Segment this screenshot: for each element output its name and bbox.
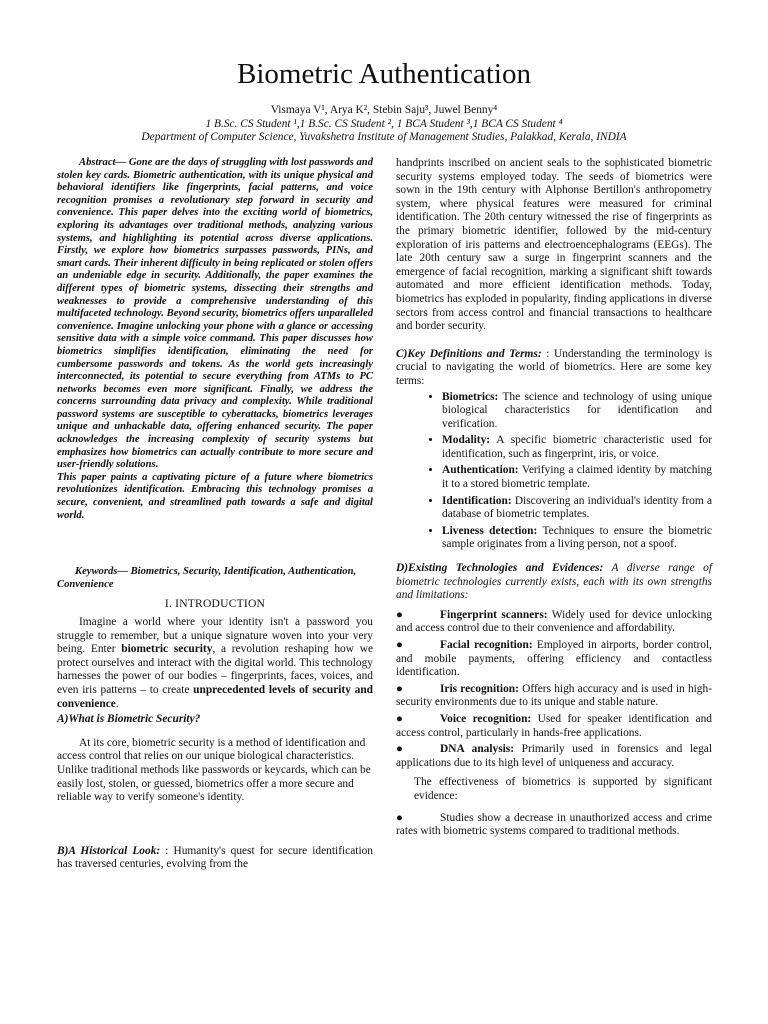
intro-bold-a: biometric security: [121, 643, 213, 656]
intro-text-c: , a revolution reshaping how we protect ourselves and interact with the digital world. This technology harnesses the power of our bodies – fingerprints, faces, voices, and even iris patterns – to create: [57, 643, 373, 696]
keywords: Keywords— Biometrics, Security, Identification, Authentication, Convenience: [57, 566, 357, 590]
list-item: • Liveness detection: Techniques to ensure the biometric sample originates from a living person, not a spoof.: [442, 525, 712, 552]
biometric-security-paragraph: At its core, biometric security is a method of identification and access control that relies on our unique biological characteristics. Unlike traditional methods like passwords or keycards, which can be easily lost, stolen, or guessed, biometrics offer a more secure and reliable way to verify someone's identity.: [57, 736, 371, 804]
bullet-icon: ●: [396, 811, 403, 824]
bullet-icon: ●: [396, 743, 403, 756]
left-column: [57, 157, 373, 872]
intro-text-a: Imagine a world where your identity isn't a password you struggle to remember, but a unique signature woven into your very being. Enter: [57, 616, 373, 656]
key-definitions-intro: [396, 348, 712, 389]
paper-title: Biometric Authentication: [237, 58, 531, 90]
intro-text-e: .: [115, 697, 119, 710]
list-item: ● Fingerprint scanners: Widely used for device unlocking and access control due to their convenience and affordability.: [396, 608, 712, 635]
author-names: Vismaya V¹, Arya K², Stebin Saju³, Juwel Benny⁴: [270, 104, 498, 116]
author-department: Department of Computer Science, Yuvakshetra Institute of Management Studies, Palakkad, Kerala, INDIA: [141, 131, 627, 143]
list-item: ● Voice recognition: Used for speaker identification and access control, particularly in hands-free applications.: [396, 712, 712, 739]
list-item: ● DNA analysis: Primarily used in forensics and legal applications due to its high level of uniqueness and accuracy.: [396, 743, 712, 769]
key-terms-list: [396, 391, 712, 553]
subsection-a-heading: A)What is Biometric Security?: [57, 713, 201, 726]
technologies-list: [396, 609, 712, 771]
list-item: • Modality: A specific biometric characteristic used for identification, such as fingerprint, iris, or voice.: [442, 434, 712, 461]
section-heading-introduction: I. INTRODUCTION: [164, 597, 266, 611]
abstract: Abstract— Gone are the days of struggling with lost passwords and stolen key cards. Biometric authentication, with its unique physical and behavioral identifiers like fingerprints, facial patterns, and voice recognition promises a revolutionary step forward in security and convenience. This paper delves into the exciting world of biometrics, exploring its advantages over traditional methods, analyzing various systems, and highlighting its potential across diverse applications. Firstly, we explore how biometrics surpasses passwords, PINs, and smart cards. Their inherent difficulty in being replicated or stolen offers an undeniable edge in security. Additionally, the paper examines the different types of biometric systems, dissecting their strengths and weaknesses to provide a comprehensive understanding of this multifaceted technology. Beyond security, biometrics offers unparalleled convenience. Imagine unlocking your phone with a glance or accessing sensitive data with a simple voice command. This paper discusses how biometrics simplifies identification, eliminating the need for cumbersome passwords and tokens. As the world gets increasingly interconnected, its potential to secure everything from ATMs to PC networks becomes even more significant. Finally, we address the concerns surrounding data privacy and complexity. While traditional password systems are susceptible to cyberattacks, biometrics leverages unique and unhackable data, offering enhanced security. The paper acknowledges the increasing complexity of security systems but emphasizes how biometrics can actually contribute to more secure and user-friendly solutions.: [57, 157, 373, 471]
list-item: • Identification: Discovering an individual's identity from a database of biometric templates.: [442, 495, 712, 522]
existing-technologies-intro: [396, 562, 712, 603]
list-item: • Authentication: Verifying a claimed identity by matching it to a stored biometric template.: [442, 464, 712, 491]
bullet-icon: ●: [396, 608, 403, 621]
historical-text-start: : Humanity's quest for secure identification has traversed centuries, evolving from the: [57, 844, 373, 871]
list-item: ● Iris recognition: Offers high accuracy and is used in high-security environments due to its unique and stable nature.: [396, 682, 712, 709]
historical-paragraph-continued: handprints inscribed on ancient seals to the sophisticated biometric security systems employed today. The seeds of biometrics were sown in the 19th century with Alphonse Bertillon's anthropometry system, where physical features were measured for criminal identification. The 20th century witnessed the rise of fingerprints as the primary biometric identifier, followed by the mid-century exploration of iris patterns and electroencephalograms (EEGs). The late 20th century saw a surge in fingerprint scanners and the emergence of facial recognition, marking a significant shift towards automated and more efficient identification methods. Today, biometrics has exploded in popularity, finding applications in diverse sectors from access control and financial transactions to healthcare and border security.: [396, 157, 712, 333]
evidence-item: ● Studies show a decrease in unauthorized access and crime rates with biometric systems compared to traditional methods.: [396, 811, 712, 838]
list-item: • Biometrics: The science and technology of using unique biological characteristics for identification and verification.: [442, 391, 712, 432]
subsection-c-heading: C)Key Definitions and Terms:: [396, 347, 542, 360]
evidence-intro: The effectiveness of biometrics is supported by significant evidence:: [414, 776, 712, 802]
bullet-icon: ●: [396, 639, 403, 651]
author-block: [0, 104, 768, 145]
subsection-b-heading: B)A Historical Look:: [57, 844, 161, 857]
intro-paragraph: [57, 616, 373, 711]
bullet-icon: ●: [396, 712, 403, 725]
bullet-icon: ●: [396, 682, 403, 695]
historical-paragraph-start: [57, 845, 373, 872]
author-roles: 1 B.Sc. CS Student ¹,1 B.Sc. CS Student ², 1 BCA Student ³,1 BCA CS Student ⁴: [205, 117, 563, 130]
intro-bold-d: unprecedented levels of security and convenience: [57, 683, 373, 710]
key-definitions-text: : Understanding the terminology is crucial to navigating the world of biometrics. Here are some key terms:: [396, 347, 712, 387]
list-item: ● Facial recognition: Employed in airports, border control, and mobile payments, offering efficiency and contactless identification.: [396, 639, 713, 679]
right-column: [396, 157, 712, 839]
subsection-d-heading: D)Existing Technologies and Evidences:: [396, 562, 604, 575]
abstract-closing: This paper paints a captivating picture of a future where biometrics revolutionizes identification. Embracing this technology promises a secure, convenient, and streamlined path towards a safe and digital world.: [57, 471, 373, 521]
existing-technologies-text: A diverse range of biometric technologies currently exists, each with its own strengths and limitations:: [396, 562, 712, 602]
